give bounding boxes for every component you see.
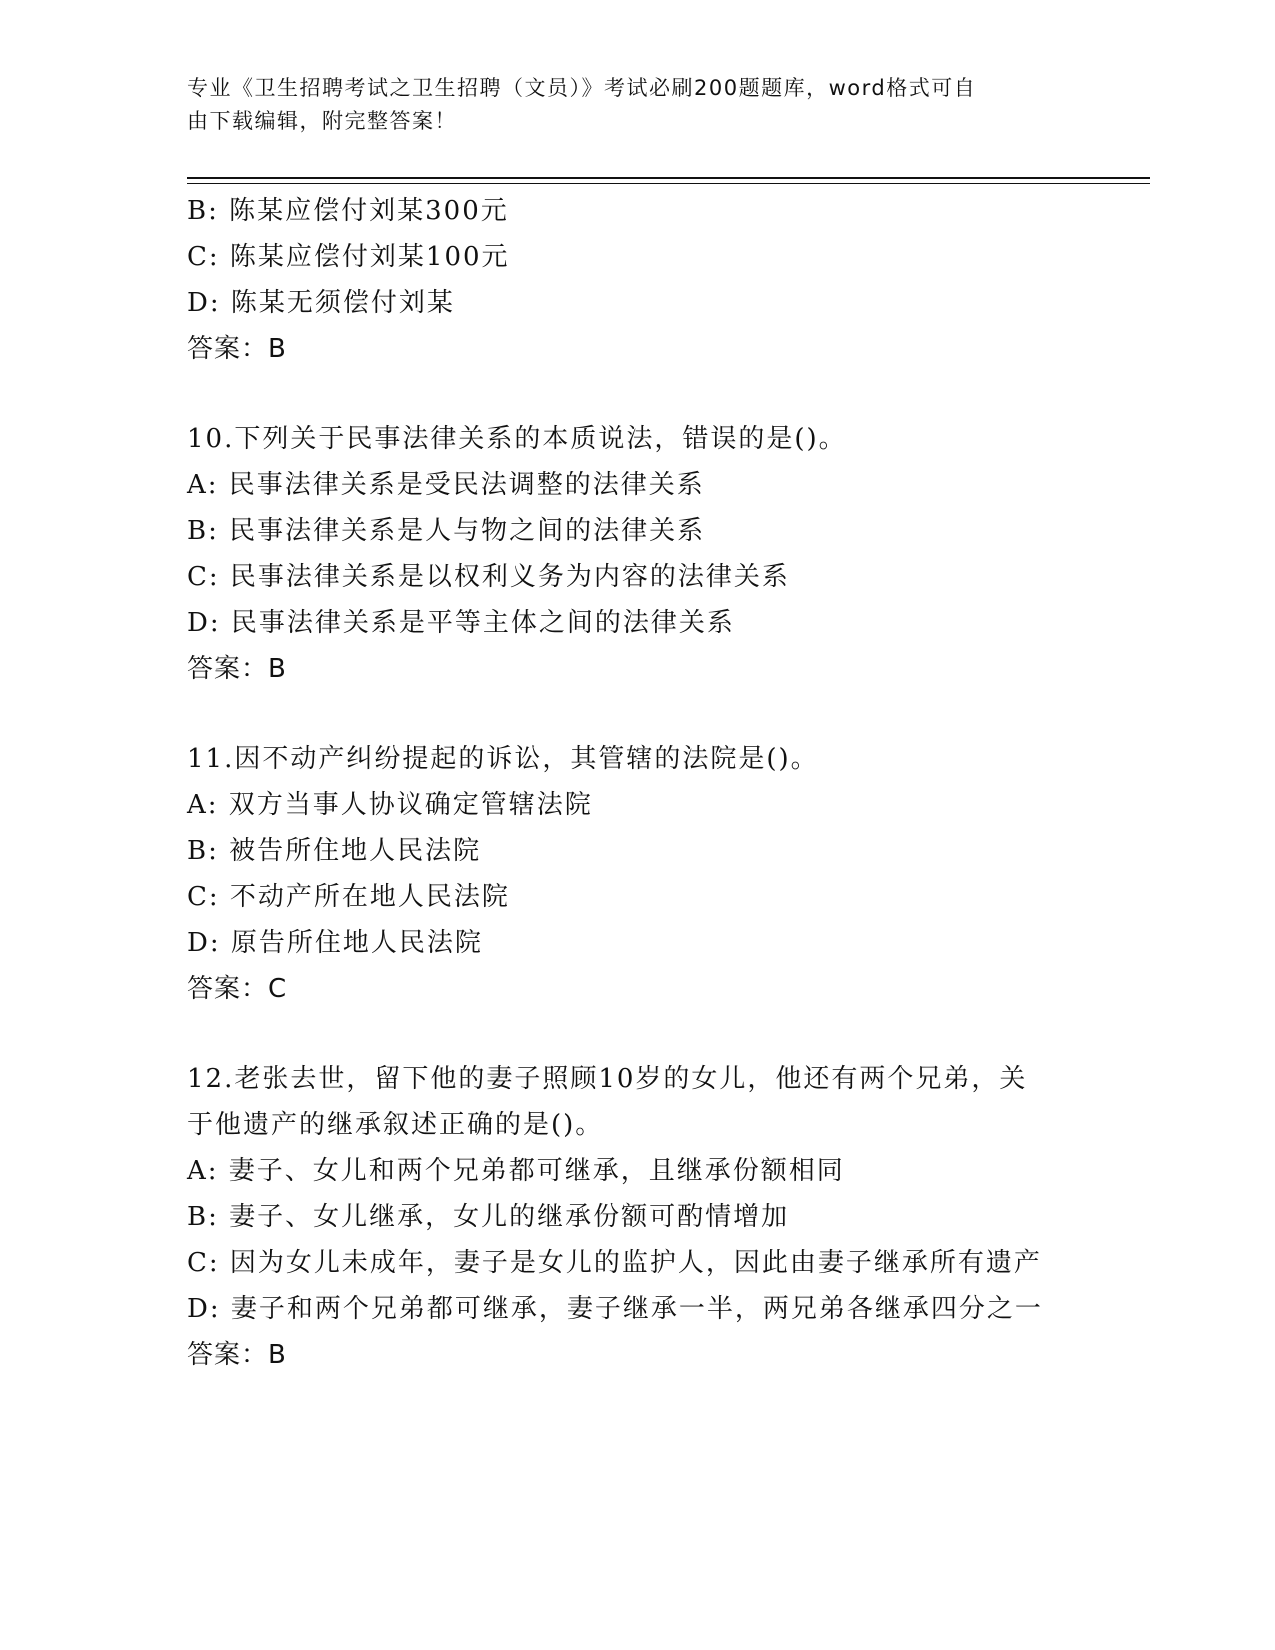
answer: 答案：B	[187, 334, 287, 364]
answer: 答案：B	[187, 1340, 287, 1370]
option-c: C: 不动产所在地人民法院	[187, 882, 510, 912]
option-a: A: 妻子、女儿和两个兄弟都可继承，且继承份额相同	[187, 1156, 845, 1186]
option-d: D: 原告所住地人民法院	[187, 928, 483, 958]
option-b: B: 被告所住地人民法院	[187, 836, 482, 866]
question-stem: 11.因不动产纠纷提起的诉讼，其管辖的法院是()。	[187, 744, 819, 774]
document-header	[187, 72, 1067, 138]
option-c: C: 陈某应偿付刘某100元	[187, 242, 510, 272]
option-a: A: 民事法律关系是受民法调整的法律关系	[187, 470, 705, 500]
option-d: D: 民事法律关系是平等主体之间的法律关系	[187, 608, 735, 638]
header-line-1: 专业《卫生招聘考试之卫生招聘（文员）》考试必刷200题题库，word格式可自	[187, 76, 977, 100]
option-c: C: 民事法律关系是以权利义务为内容的法律关系	[187, 562, 790, 592]
option-d: D: 妻子和两个兄弟都可继承，妻子继承一半，两兄弟各继承四分之一	[187, 1294, 1043, 1324]
option-a: A: 双方当事人协议确定管辖法院	[187, 790, 593, 820]
question-10	[187, 416, 1067, 692]
option-d: D: 陈某无须偿付刘某	[187, 288, 455, 318]
header-rule-thick	[187, 177, 1150, 179]
option-b: B: 妻子、女儿继承，女儿的继承份额可酌情增加	[187, 1202, 790, 1232]
option-b: B: 民事法律关系是人与物之间的法律关系	[187, 516, 706, 546]
answer: 答案：C	[187, 974, 288, 1004]
header-line-2: 由下载编辑，附完整答案！	[187, 109, 457, 133]
question-continued	[187, 188, 1067, 372]
question-12	[187, 1056, 1067, 1378]
header-rule-thin	[187, 183, 1150, 184]
answer: 答案：B	[187, 654, 287, 684]
option-c: C: 因为女儿未成年，妻子是女儿的监护人，因此由妻子继承所有遗产	[187, 1248, 1042, 1278]
question-stem-line-1: 12.老张去世，留下他的妻子照顾10岁的女儿，他还有两个兄弟，关	[187, 1064, 1028, 1094]
question-stem: 10.下列关于民事法律关系的本质说法，错误的是()。	[187, 424, 847, 454]
question-stem-line-2: 于他遗产的继承叙述正确的是()。	[187, 1110, 604, 1140]
option-b: B: 陈某应偿付刘某300元	[187, 196, 509, 226]
question-list	[187, 188, 1067, 1378]
question-11	[187, 736, 1067, 1012]
